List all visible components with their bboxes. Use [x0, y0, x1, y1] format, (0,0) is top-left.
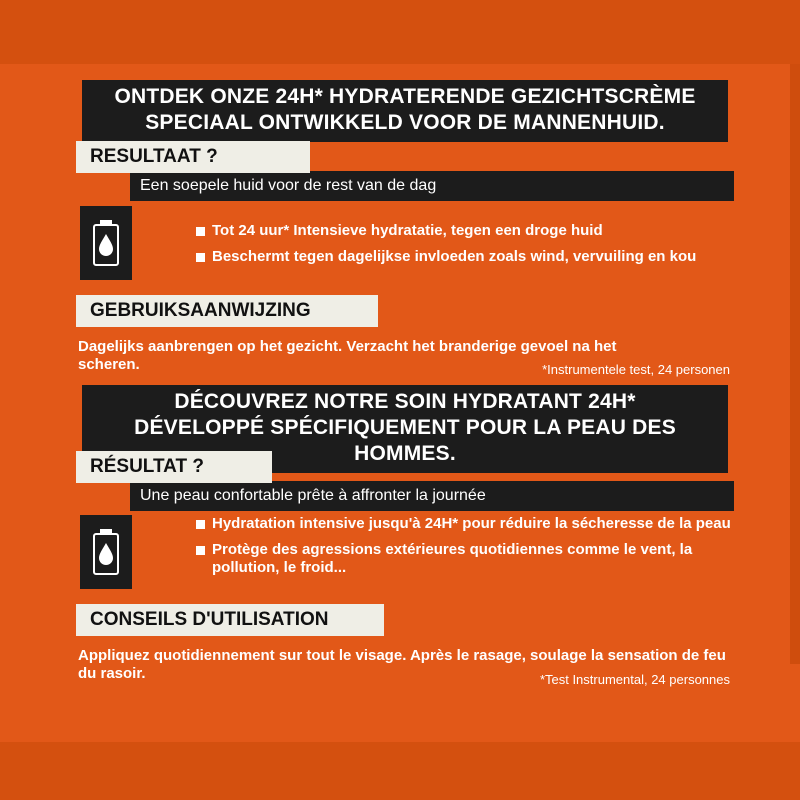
- nl-headline-line1: ONTDEK ONZE 24H* HYDRATERENDE GEZICHTSCRÈME: [114, 85, 696, 108]
- battery-drop-icon: [80, 515, 132, 589]
- fr-result-label: RÉSULTAT ?: [76, 451, 272, 483]
- bullet-square: [196, 253, 205, 262]
- nl-footnote: *Instrumentele test, 24 personen: [542, 362, 730, 377]
- fr-footnote: *Test Instrumental, 24 personnes: [539, 672, 730, 687]
- list-item: Protège des agressions extérieures quotidiennes comme le vent, la pollution, le froid...: [196, 541, 741, 577]
- fr-battery-icon-box: [80, 515, 132, 589]
- battery-drop-icon: [80, 206, 132, 280]
- fr-result-bar: [130, 481, 734, 511]
- list-item: Hydratation intensive jusqu'à 24H* pour réduire la sécheresse de la peau: [196, 515, 741, 533]
- nl-battery-icon-box: [80, 206, 132, 280]
- nl-result-label: RESULTAAT ?: [76, 141, 310, 173]
- right-edge: [790, 64, 800, 664]
- fr-usage-text: Appliquez quotidiennement sur tout le visage. Après le rasage, soulage la sensation de feu du rasoir.: [78, 647, 726, 682]
- fr-usage-label: CONSEILS D'UTILISATION: [76, 604, 384, 636]
- list-item: Tot 24 uur* Intensieve hydratatie, tegen een droge huid: [196, 222, 756, 240]
- nl-headline: [82, 80, 728, 142]
- nl-result-bar: [130, 171, 734, 201]
- top-strip: [0, 0, 800, 64]
- bullet-square: [196, 520, 205, 529]
- list-item: Beschermt tegen dagelijkse invloeden zoals wind, vervuiling en kou: [196, 248, 756, 266]
- nl-usage-label: GEBRUIKSAANWIJZING: [76, 295, 378, 327]
- nl-bullets: [196, 222, 756, 274]
- nl-result-text: Een soepele huid voor de rest van de dag: [140, 177, 437, 194]
- fr-headline-line1: DÉCOUVREZ NOTRE SOIN HYDRATANT 24H*: [174, 390, 636, 413]
- fr-headline-line2: DÉVELOPPÉ SPÉCIFIQUEMENT POUR LA PEAU DES HOMMES.: [134, 416, 676, 465]
- bottom-strip: [0, 742, 800, 800]
- bullet-square: [196, 227, 205, 236]
- fr-bullets: [196, 515, 741, 585]
- nl-headline-line2: SPECIAAL ONTWIKKELD VOOR DE MANNENHUID.: [145, 111, 665, 134]
- nl-usage-text: Dagelijks aanbrengen op het gezicht. Verzacht het branderige gevoel na het scheren.: [78, 338, 617, 373]
- bullet-square: [196, 546, 205, 555]
- fr-result-text: Une peau confortable prête à affronter la journée: [140, 487, 486, 504]
